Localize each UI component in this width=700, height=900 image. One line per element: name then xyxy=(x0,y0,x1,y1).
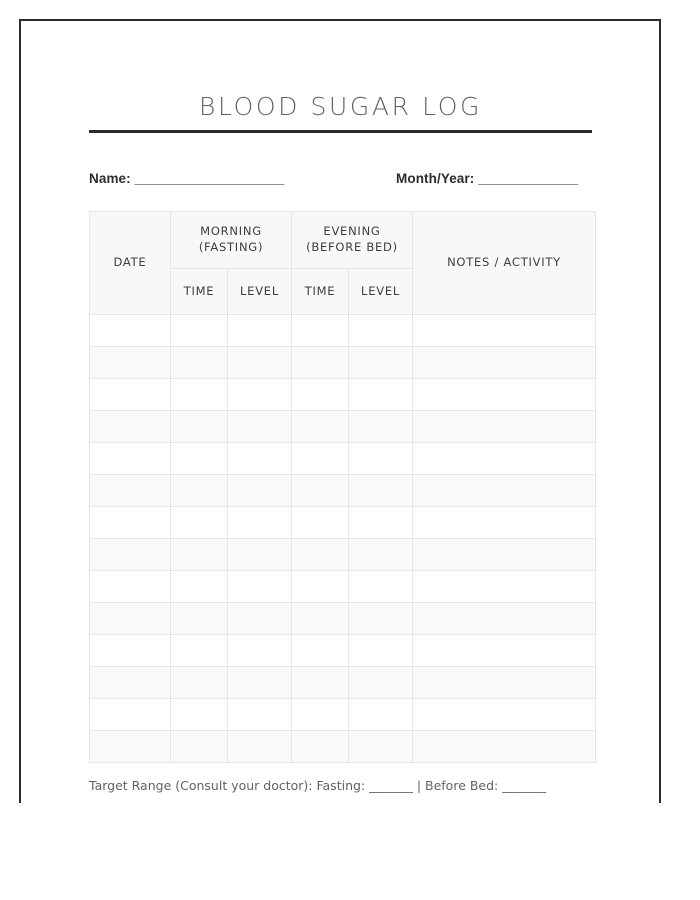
cell-notes[interactable] xyxy=(413,571,596,603)
cell-evening-level[interactable] xyxy=(349,731,413,763)
cell-date[interactable] xyxy=(90,411,171,443)
cell-evening-time[interactable] xyxy=(292,507,349,539)
page-title: BLOOD SUGAR LOG xyxy=(198,92,482,121)
cell-morning-time[interactable] xyxy=(171,379,228,411)
cell-morning-time[interactable] xyxy=(171,571,228,603)
cell-date[interactable] xyxy=(90,571,171,603)
cell-evening-time[interactable] xyxy=(292,347,349,379)
cell-morning-level[interactable] xyxy=(228,571,292,603)
column-header-morning-group: MORNING (FASTING) xyxy=(171,212,292,269)
cell-evening-time[interactable] xyxy=(292,603,349,635)
table-row xyxy=(90,475,596,507)
table-row xyxy=(90,731,596,763)
cell-morning-level[interactable] xyxy=(228,315,292,347)
cell-evening-time[interactable] xyxy=(292,699,349,731)
table-row xyxy=(90,539,596,571)
cell-notes[interactable] xyxy=(413,731,596,763)
cell-evening-time[interactable] xyxy=(292,571,349,603)
cell-morning-level[interactable] xyxy=(228,507,292,539)
cell-evening-time[interactable] xyxy=(292,315,349,347)
cell-notes[interactable] xyxy=(413,635,596,667)
cell-notes[interactable] xyxy=(413,379,596,411)
cell-morning-time[interactable] xyxy=(171,315,228,347)
cell-date[interactable] xyxy=(90,699,171,731)
blood-sugar-log-table xyxy=(89,211,596,763)
cell-evening-level[interactable] xyxy=(349,315,413,347)
target-range-note: Target Range (Consult your doctor): Fasting: _______ | Before Bed: _______ xyxy=(89,778,546,793)
cell-morning-level[interactable] xyxy=(228,411,292,443)
cell-date[interactable] xyxy=(90,603,171,635)
cell-date[interactable] xyxy=(90,443,171,475)
cell-evening-time[interactable] xyxy=(292,379,349,411)
cell-evening-time[interactable] xyxy=(292,635,349,667)
cell-evening-level[interactable] xyxy=(349,379,413,411)
column-header-date: DATE xyxy=(90,212,171,315)
column-header-evening-time: TIME xyxy=(292,268,349,314)
cell-notes[interactable] xyxy=(413,475,596,507)
cell-notes[interactable] xyxy=(413,443,596,475)
column-header-evening-level: LEVEL xyxy=(349,268,413,314)
cell-evening-level[interactable] xyxy=(349,347,413,379)
cell-morning-time[interactable] xyxy=(171,635,228,667)
column-header-notes: NOTES / ACTIVITY xyxy=(413,212,596,315)
cell-evening-time[interactable] xyxy=(292,667,349,699)
table-row xyxy=(90,507,596,539)
cell-notes[interactable] xyxy=(413,539,596,571)
cell-evening-time[interactable] xyxy=(292,411,349,443)
table-row xyxy=(90,411,596,443)
cell-notes[interactable] xyxy=(413,603,596,635)
cell-notes[interactable] xyxy=(413,699,596,731)
name-label: Name: xyxy=(89,171,131,186)
cell-date[interactable] xyxy=(90,539,171,571)
column-header-morning-time: TIME xyxy=(171,268,228,314)
table-row xyxy=(90,315,596,347)
cell-morning-level[interactable] xyxy=(228,635,292,667)
cell-morning-level[interactable] xyxy=(228,539,292,571)
cell-morning-level[interactable] xyxy=(228,475,292,507)
cell-morning-time[interactable] xyxy=(171,507,228,539)
meta-fields-row xyxy=(89,171,592,191)
cell-evening-level[interactable] xyxy=(349,667,413,699)
cell-morning-time[interactable] xyxy=(171,347,228,379)
cell-evening-level[interactable] xyxy=(349,635,413,667)
cell-evening-level[interactable] xyxy=(349,507,413,539)
cell-evening-level[interactable] xyxy=(349,571,413,603)
cell-date[interactable] xyxy=(90,315,171,347)
name-blank-line[interactable]: _____________________ xyxy=(134,171,284,186)
cell-morning-level[interactable] xyxy=(228,699,292,731)
cell-morning-level[interactable] xyxy=(228,603,292,635)
cell-evening-level[interactable] xyxy=(349,699,413,731)
cell-morning-time[interactable] xyxy=(171,603,228,635)
table-row xyxy=(90,635,596,667)
cell-notes[interactable] xyxy=(413,347,596,379)
cell-morning-level[interactable] xyxy=(228,347,292,379)
table-row xyxy=(90,667,596,699)
cell-evening-level[interactable] xyxy=(349,475,413,507)
cell-date[interactable] xyxy=(90,475,171,507)
table-row xyxy=(90,443,596,475)
header-row-groups xyxy=(90,212,596,269)
column-header-morning-level: LEVEL xyxy=(228,268,292,314)
cell-notes[interactable] xyxy=(413,507,596,539)
table-body xyxy=(90,315,596,763)
table-row xyxy=(90,347,596,379)
table-header xyxy=(90,212,596,315)
cell-notes[interactable] xyxy=(413,411,596,443)
cell-date[interactable] xyxy=(90,635,171,667)
cell-morning-time[interactable] xyxy=(171,699,228,731)
name-field xyxy=(89,171,284,186)
cell-evening-time[interactable] xyxy=(292,539,349,571)
cell-date[interactable] xyxy=(90,667,171,699)
month-year-field xyxy=(396,171,578,186)
cell-morning-time[interactable] xyxy=(171,443,228,475)
cell-evening-time[interactable] xyxy=(292,731,349,763)
table-row xyxy=(90,379,596,411)
cell-date[interactable] xyxy=(90,347,171,379)
month-year-label: Month/Year: xyxy=(396,171,475,186)
cell-morning-time[interactable] xyxy=(171,411,228,443)
table-row xyxy=(90,699,596,731)
cell-notes[interactable] xyxy=(413,315,596,347)
cell-morning-time[interactable] xyxy=(171,731,228,763)
cell-evening-time[interactable] xyxy=(292,475,349,507)
column-header-evening-group: EVENING (BEFORE BED) xyxy=(292,212,413,269)
cell-evening-level[interactable] xyxy=(349,603,413,635)
title-divider-rule xyxy=(89,130,592,133)
cell-notes[interactable] xyxy=(413,667,596,699)
table-row xyxy=(90,571,596,603)
cell-morning-time[interactable] xyxy=(171,539,228,571)
month-year-blank-line[interactable]: ______________ xyxy=(478,171,578,186)
cell-morning-level[interactable] xyxy=(228,667,292,699)
cell-date[interactable] xyxy=(90,731,171,763)
cell-morning-time[interactable] xyxy=(171,667,228,699)
cell-evening-level[interactable] xyxy=(349,443,413,475)
cell-morning-level[interactable] xyxy=(228,731,292,763)
cell-evening-time[interactable] xyxy=(292,443,349,475)
cell-date[interactable] xyxy=(90,379,171,411)
cell-morning-level[interactable] xyxy=(228,443,292,475)
cell-evening-level[interactable] xyxy=(349,411,413,443)
cell-date[interactable] xyxy=(90,507,171,539)
cell-morning-time[interactable] xyxy=(171,475,228,507)
cell-morning-level[interactable] xyxy=(228,379,292,411)
cell-evening-level[interactable] xyxy=(349,539,413,571)
table-row xyxy=(90,603,596,635)
